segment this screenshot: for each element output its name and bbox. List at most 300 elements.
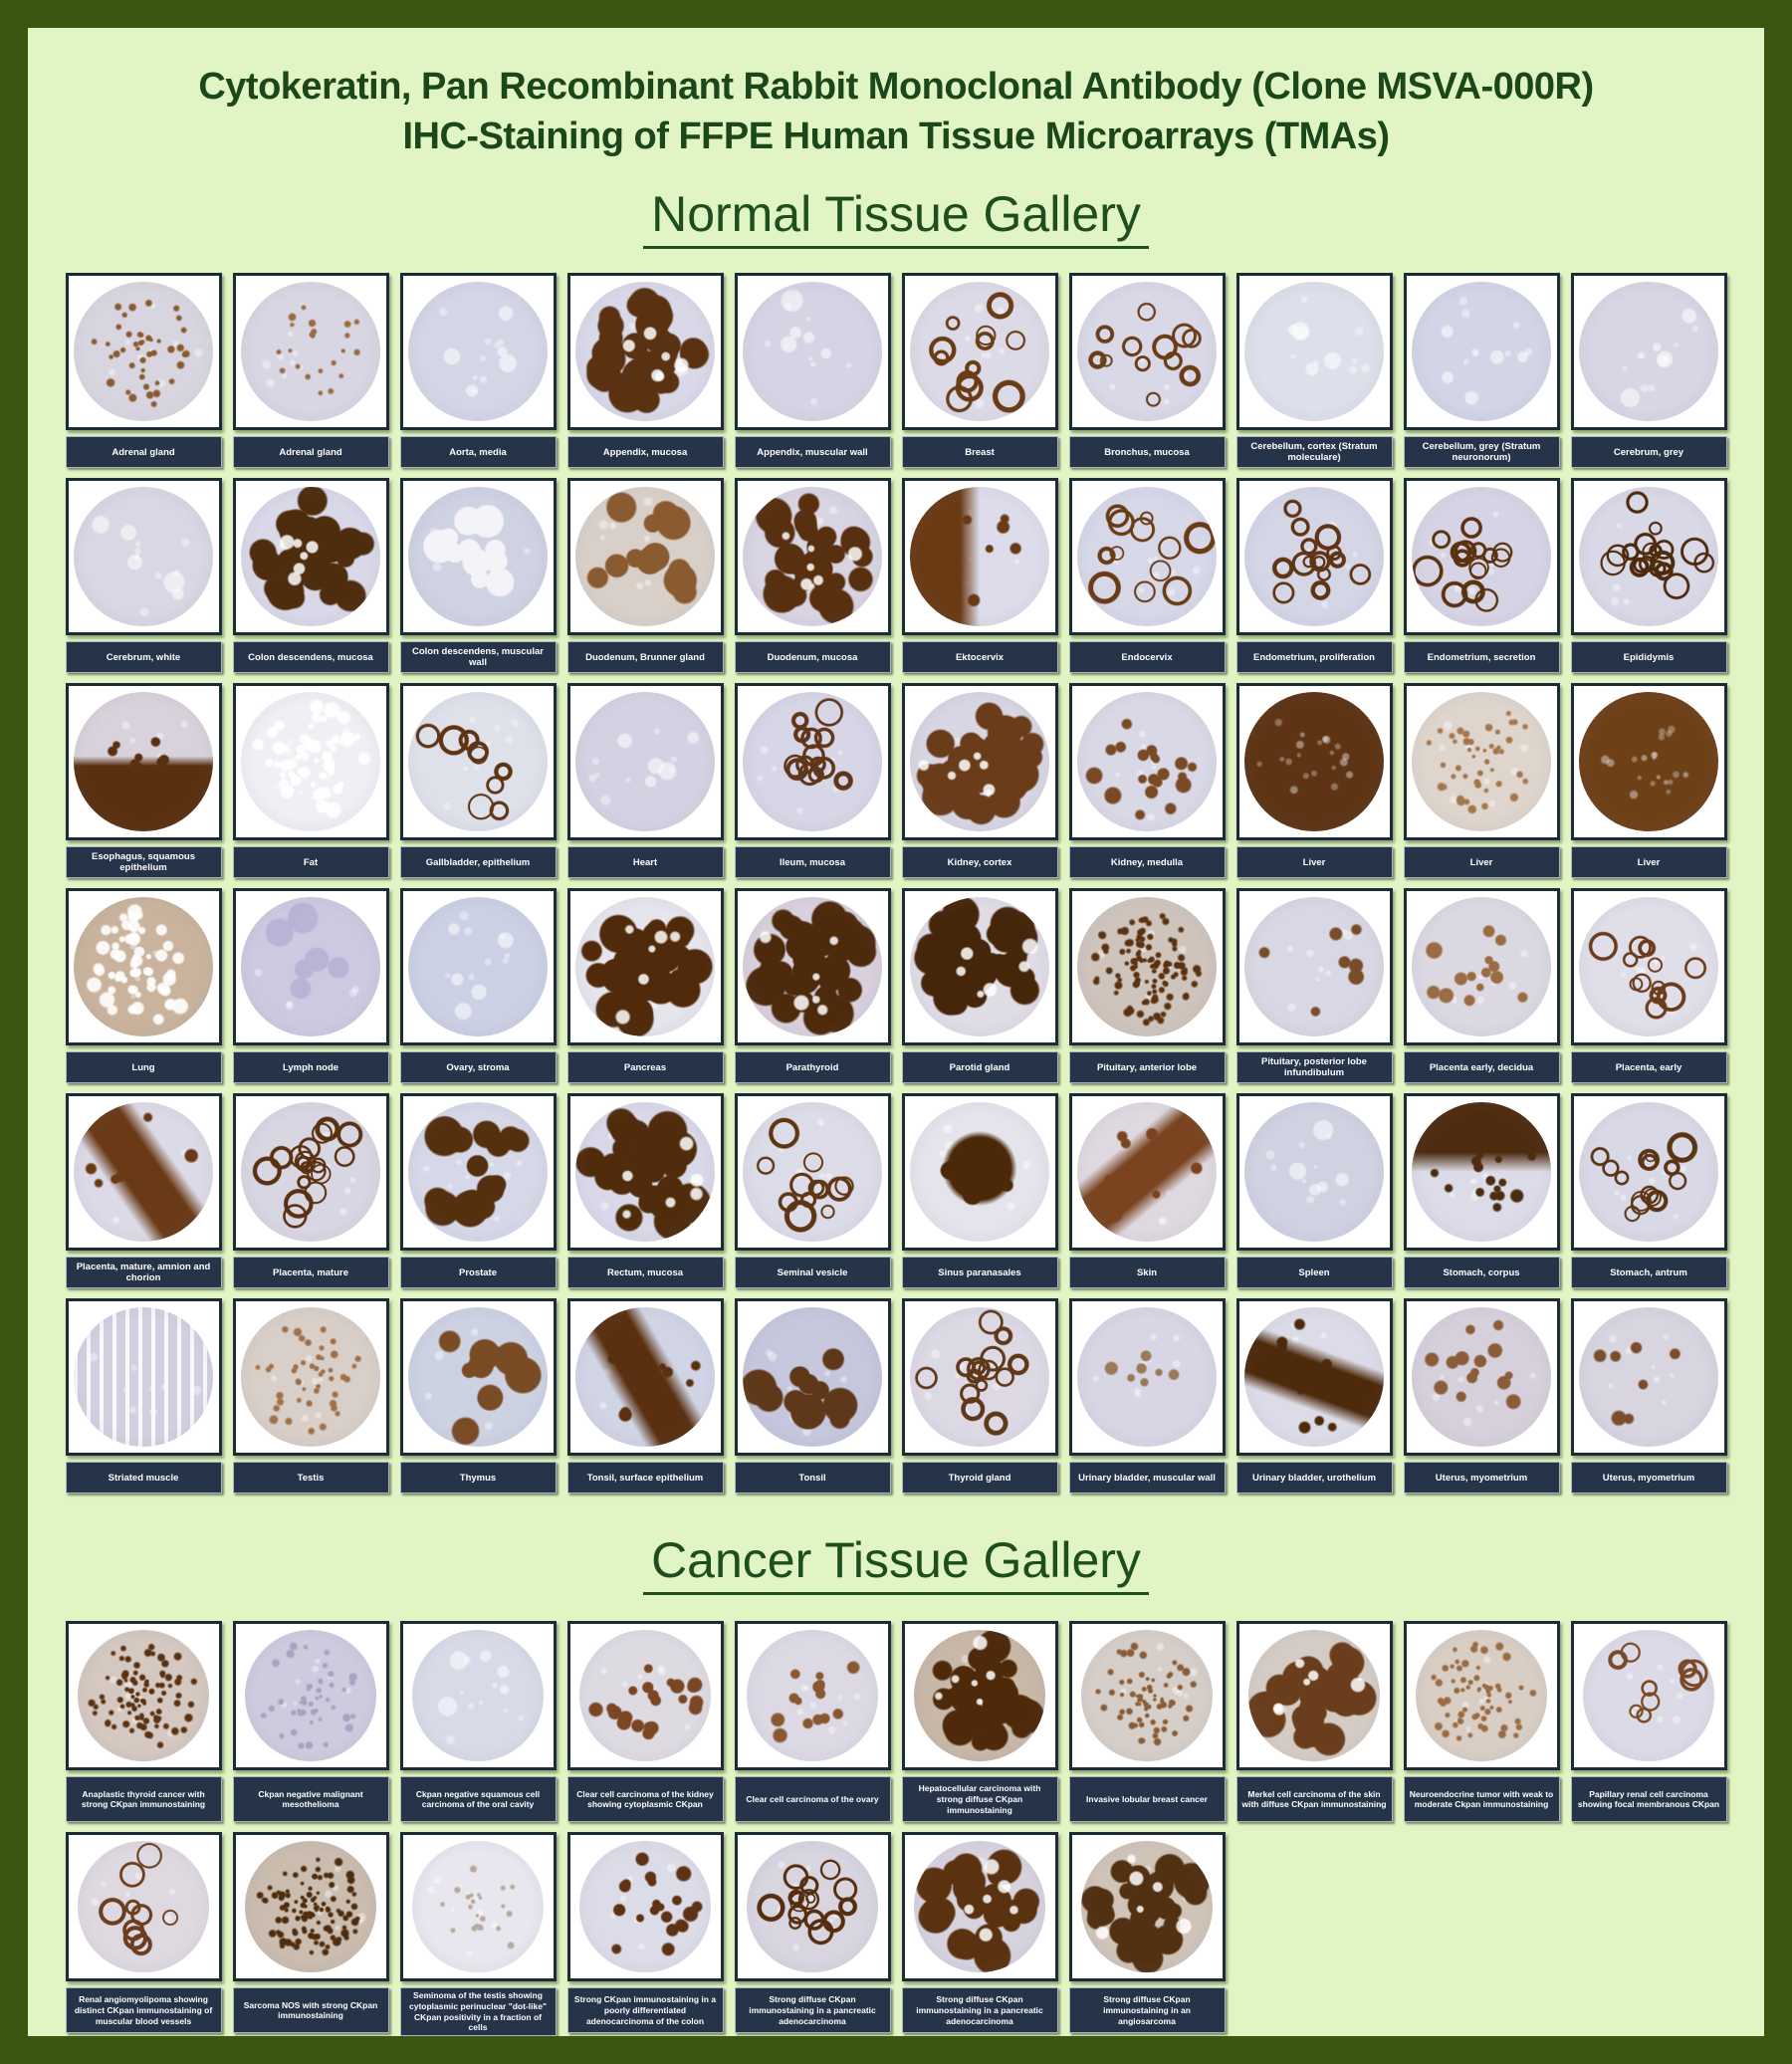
tissue-core-image	[743, 282, 882, 421]
tissue-tile	[233, 273, 389, 468]
tissue-tile	[1404, 1298, 1560, 1493]
tissue-image-card	[400, 683, 557, 840]
tissue-core-image	[1244, 1102, 1384, 1242]
tissue-image-card	[66, 1621, 222, 1770]
figure-canvas	[28, 28, 1764, 2036]
tissue-label: Tonsil, surface epithelium	[567, 1462, 724, 1493]
page-title-line2: IHC-Staining of FFPE Human Tissue Microarrays (TMAs)	[402, 115, 1390, 158]
tissue-core-image	[743, 1102, 882, 1242]
tissue-core-image	[910, 692, 1049, 831]
tissue-tile	[1069, 273, 1226, 468]
tissue-image-card	[1571, 1298, 1727, 1456]
tissue-label: Bronchus, mucosa	[1069, 436, 1226, 468]
tissue-image-card	[233, 478, 389, 635]
tissue-tile	[735, 683, 891, 878]
tissue-core-image	[914, 1841, 1045, 1972]
tissue-label: Ileum, mucosa	[735, 846, 891, 878]
tissue-image-card	[66, 273, 222, 430]
tissue-image-card	[1069, 1832, 1226, 1981]
tissue-tile	[400, 273, 557, 468]
tissue-label: Strong CKpan immunostaining in a poorly differentiated adenocarcinoma of the colon	[567, 1987, 724, 2033]
tissue-label: Strong diffuse CKpan immunostaining in an angiosarcoma	[1069, 1987, 1226, 2033]
tissue-image-card	[1236, 683, 1393, 840]
tissue-tile	[567, 478, 724, 673]
tissue-tile	[66, 888, 222, 1083]
tissue-core-image	[78, 1630, 209, 1761]
tissue-image-card	[1069, 1093, 1226, 1251]
tissue-core-image	[747, 1841, 878, 1972]
tissue-image-card	[735, 1832, 891, 1981]
tissue-core-image	[408, 487, 548, 626]
tissue-tile	[400, 478, 557, 673]
tissue-image-card	[567, 1093, 724, 1251]
tissue-label: Cerebellum, cortex (Stratum moleculare)	[1236, 436, 1393, 468]
tissue-tile	[66, 683, 222, 878]
tissue-image-card	[400, 273, 557, 430]
tissue-tile	[1236, 478, 1393, 673]
tissue-label: Esophagus, squamous epithelium	[66, 846, 222, 878]
tissue-tile	[1571, 683, 1727, 878]
tissue-core-image	[743, 1307, 882, 1447]
tissue-image-card	[66, 683, 222, 840]
tissue-core-image	[241, 897, 380, 1036]
tissue-tile	[1404, 273, 1560, 468]
tissue-core-image	[747, 1630, 878, 1761]
tissue-label: Kidney, cortex	[902, 846, 1058, 878]
tissue-core-image	[408, 282, 548, 421]
tissue-core-image	[1583, 1630, 1714, 1761]
tissue-image-card	[66, 478, 222, 635]
tissue-image-card	[233, 273, 389, 430]
tissue-core-image	[1077, 692, 1217, 831]
tissue-core-image	[1579, 897, 1718, 1036]
tissue-label: Uterus, myometrium	[1404, 1462, 1560, 1493]
tissue-image-card	[735, 1093, 891, 1251]
tissue-image-card	[1069, 683, 1226, 840]
tissue-label: Liver	[1404, 846, 1560, 878]
tissue-core-image	[412, 1630, 544, 1761]
tissue-core-image	[575, 1307, 715, 1447]
tissue-image-card	[233, 1621, 389, 1770]
tissue-label: Sarcoma NOS with strong CKpan immunostaining	[233, 1987, 389, 2033]
tissue-label: Endocervix	[1069, 641, 1226, 673]
tissue-label: Urinary bladder, urothelium	[1236, 1462, 1393, 1493]
tissue-core-image	[575, 487, 715, 626]
tissue-core-image	[1412, 487, 1551, 626]
tissue-tile	[902, 1621, 1058, 1822]
tissue-core-image	[241, 1307, 380, 1447]
tissue-core-image	[1248, 1630, 1380, 1761]
tissue-label: Sinus paranasales	[902, 1257, 1058, 1288]
tissue-label: Cerebellum, grey (Stratum neuronorum)	[1404, 436, 1560, 468]
tissue-tile	[400, 888, 557, 1083]
tissue-tile	[66, 1621, 222, 1822]
tissue-core-image	[910, 897, 1049, 1036]
tissue-image-card	[735, 888, 891, 1045]
tissue-core-image	[575, 282, 715, 421]
tissue-tile	[233, 888, 389, 1083]
tissue-image-card	[902, 478, 1058, 635]
tissue-label: Prostate	[400, 1257, 557, 1288]
tissue-tile	[735, 1298, 891, 1493]
tissue-image-card	[735, 478, 891, 635]
tissue-tile	[902, 1093, 1058, 1288]
tissue-tile	[66, 1832, 222, 2036]
tissue-tile	[902, 888, 1058, 1083]
tissue-image-card	[1404, 683, 1560, 840]
tissue-label: Duodenum, mucosa	[735, 641, 891, 673]
tissue-label: Parathyroid	[735, 1051, 891, 1083]
tissue-label: Placenta, early	[1571, 1051, 1727, 1083]
tissue-label: Endometrium, proliferation	[1236, 641, 1393, 673]
tissue-label: Seminal vesicle	[735, 1257, 891, 1288]
tissue-image-card	[1404, 273, 1560, 430]
tissue-core-image	[74, 1102, 213, 1242]
tissue-label: Stomach, antrum	[1571, 1257, 1727, 1288]
tissue-core-image	[1579, 1307, 1718, 1447]
tissue-core-image	[910, 282, 1049, 421]
tissue-tile	[567, 1298, 724, 1493]
tissue-tile	[1069, 1832, 1226, 2036]
tissue-label: Hepatocellular carcinoma with strong diffuse CKpan immunostaining	[902, 1776, 1058, 1822]
tissue-label: Invasive lobular breast cancer	[1069, 1776, 1226, 1822]
tissue-core-image	[914, 1630, 1045, 1761]
tissue-label: Clear cell carcinoma of the ovary	[735, 1776, 891, 1822]
tissue-tile	[735, 888, 891, 1083]
tissue-label: Lung	[66, 1051, 222, 1083]
tissue-tile	[233, 683, 389, 878]
tissue-image-card	[400, 478, 557, 635]
tissue-image-card	[735, 1621, 891, 1770]
tissue-label: Liver	[1236, 846, 1393, 878]
tissue-label: Rectum, mucosa	[567, 1257, 724, 1288]
tissue-core-image	[1579, 1102, 1718, 1242]
tissue-tile	[66, 1298, 222, 1493]
tissue-tile	[567, 683, 724, 878]
tissue-tile	[1571, 478, 1727, 673]
tissue-tile	[1571, 1298, 1727, 1493]
tissue-tile	[233, 478, 389, 673]
tissue-core-image	[1081, 1630, 1213, 1761]
tissue-core-image	[408, 1102, 548, 1242]
tissue-image-card	[735, 1298, 891, 1456]
tissue-image-card	[1236, 1621, 1393, 1770]
page-title-line1: Cytokeratin, Pan Recombinant Rabbit Monoclonal Antibody (Clone MSVA-000R)	[198, 66, 1594, 108]
tissue-tile	[567, 1093, 724, 1288]
tissue-image-card	[1571, 478, 1727, 635]
tissue-image-card	[66, 1093, 222, 1251]
tissue-core-image	[1244, 282, 1384, 421]
tissue-tile	[66, 478, 222, 673]
tissue-tile	[567, 273, 724, 468]
tissue-label: Cerebrum, white	[66, 641, 222, 673]
tissue-core-image	[575, 692, 715, 831]
tissue-image-card	[735, 683, 891, 840]
tissue-tile	[1404, 683, 1560, 878]
tissue-tile	[1571, 888, 1727, 1083]
tissue-label: Ovary, stroma	[400, 1051, 557, 1083]
tissue-label: Skin	[1069, 1257, 1226, 1288]
tissue-image-card	[902, 683, 1058, 840]
tissue-label: Spleen	[1236, 1257, 1393, 1288]
tissue-core-image	[241, 1102, 380, 1242]
tissue-tile	[902, 273, 1058, 468]
tissue-core-image	[1412, 897, 1551, 1036]
tissue-image-card	[1069, 1621, 1226, 1770]
tissue-core-image	[241, 487, 380, 626]
tissue-tile	[1069, 1298, 1226, 1493]
tissue-label: Strong diffuse CKpan immunostaining in a pancreatic adenocarcinoma	[735, 1987, 891, 2033]
tissue-image-card	[1236, 888, 1393, 1045]
tissue-label: Urinary bladder, muscular wall	[1069, 1462, 1226, 1493]
tissue-core-image	[1077, 487, 1217, 626]
tissue-tile	[1236, 1298, 1393, 1493]
tissue-tile	[1571, 1621, 1727, 1822]
tissue-tile	[1404, 478, 1560, 673]
tissue-label: Stomach, corpus	[1404, 1257, 1560, 1288]
tissue-image-card	[1571, 1093, 1727, 1251]
tissue-tile	[1236, 273, 1393, 468]
tissue-tile	[66, 273, 222, 468]
tissue-tile	[400, 1298, 557, 1493]
tissue-label: Colon descendens, mucosa	[233, 641, 389, 673]
tissue-tile	[400, 1093, 557, 1288]
tissue-image-card	[400, 1298, 557, 1456]
tissue-core-image	[1416, 1630, 1547, 1761]
tissue-image-card	[902, 888, 1058, 1045]
tissue-label: Adrenal gland	[233, 436, 389, 468]
tissue-tile	[902, 683, 1058, 878]
tissue-core-image	[743, 487, 882, 626]
tissue-image-card	[1069, 888, 1226, 1045]
tissue-image-card	[1069, 273, 1226, 430]
tissue-core-image	[1579, 487, 1718, 626]
tissue-tile	[1571, 273, 1727, 468]
tissue-tile	[1069, 478, 1226, 673]
tissue-core-image	[1412, 692, 1551, 831]
tissue-core-image	[408, 692, 548, 831]
tissue-label: Fat	[233, 846, 389, 878]
tissue-core-image	[74, 282, 213, 421]
tissue-label: Aorta, media	[400, 436, 557, 468]
tissue-image-card	[567, 683, 724, 840]
tissue-label: Epididymis	[1571, 641, 1727, 673]
tissue-label: Duodenum, Brunner gland	[567, 641, 724, 673]
tissue-tile	[233, 1621, 389, 1822]
tissue-core-image	[1412, 1307, 1551, 1447]
tissue-core-image	[1579, 282, 1718, 421]
tissue-tile	[902, 1832, 1058, 2036]
tissue-image-card	[567, 1832, 724, 1981]
tissue-image-card	[233, 1093, 389, 1251]
tissue-image-card	[400, 1621, 557, 1770]
tissue-tile	[400, 683, 557, 878]
tissue-image-card	[902, 1093, 1058, 1251]
tissue-core-image	[1244, 897, 1384, 1036]
tissue-core-image	[1579, 692, 1718, 831]
tissue-tile	[567, 1621, 724, 1822]
tissue-label: Parotid gland	[902, 1051, 1058, 1083]
tissue-core-image	[1077, 282, 1217, 421]
tissue-tile	[1571, 1093, 1727, 1288]
tissue-image-card	[1404, 888, 1560, 1045]
tissue-image-card	[902, 1832, 1058, 1981]
tissue-image-card	[902, 273, 1058, 430]
tissue-tile	[902, 1298, 1058, 1493]
tissue-label: Ckpan negative squamous cell carcinoma of the oral cavity	[400, 1776, 557, 1822]
tissue-core-image	[1244, 487, 1384, 626]
tissue-tile	[233, 1832, 389, 2036]
tissue-label: Papillary renal cell carcinoma showing focal membranous CKpan	[1571, 1776, 1727, 1822]
tissue-label: Uterus, myometrium	[1571, 1462, 1727, 1493]
tissue-core-image	[408, 1307, 548, 1447]
tissue-image-card	[233, 1832, 389, 1981]
tissue-image-card	[1404, 1298, 1560, 1456]
tissue-label: Thymus	[400, 1462, 557, 1493]
tissue-tile	[400, 1832, 557, 2036]
tissue-core-image	[910, 1307, 1049, 1447]
tissue-core-image	[245, 1630, 376, 1761]
tissue-label: Ektocervix	[902, 641, 1058, 673]
cancer-tissue-grid	[28, 1621, 1764, 2036]
tissue-tile	[66, 1093, 222, 1288]
tissue-tile	[735, 273, 891, 468]
tissue-image-card	[567, 478, 724, 635]
tissue-core-image	[1081, 1841, 1213, 1972]
tissue-image-card	[1236, 1093, 1393, 1251]
page-title	[48, 62, 1744, 161]
tissue-tile	[1069, 683, 1226, 878]
tissue-core-image	[743, 897, 882, 1036]
tissue-tile	[567, 1832, 724, 2036]
tissue-core-image	[74, 1307, 213, 1447]
tissue-core-image	[74, 487, 213, 626]
tissue-label: Appendix, mucosa	[567, 436, 724, 468]
tissue-image-card	[1236, 1298, 1393, 1456]
tissue-core-image	[241, 282, 380, 421]
tissue-image-card	[902, 1298, 1058, 1456]
tissue-image-card	[567, 1298, 724, 1456]
tissue-tile	[735, 1621, 891, 1822]
tissue-core-image	[1077, 1102, 1217, 1242]
tissue-core-image	[579, 1841, 711, 1972]
tissue-core-image	[408, 897, 548, 1036]
tissue-image-card	[1236, 273, 1393, 430]
tissue-tile	[1236, 1093, 1393, 1288]
tissue-core-image	[412, 1841, 544, 1972]
tissue-image-card	[400, 888, 557, 1045]
normal-gallery-heading-text: Normal Tissue Gallery	[643, 187, 1149, 249]
tissue-tile	[1404, 1093, 1560, 1288]
tissue-image-card	[567, 273, 724, 430]
tissue-tile	[735, 478, 891, 673]
tissue-image-card	[400, 1832, 557, 1981]
tissue-tile	[735, 1093, 891, 1288]
tissue-image-card	[1404, 1621, 1560, 1770]
tissue-label: Appendix, muscular wall	[735, 436, 891, 468]
tissue-core-image	[245, 1841, 376, 1972]
tissue-tile	[233, 1298, 389, 1493]
tissue-core-image	[74, 692, 213, 831]
tissue-image-card	[1571, 273, 1727, 430]
tissue-image-card	[1236, 478, 1393, 635]
tissue-label: Testis	[233, 1462, 389, 1493]
tissue-image-card	[735, 273, 891, 430]
tissue-core-image	[1244, 1307, 1384, 1447]
tissue-tile	[735, 1832, 891, 2036]
tissue-label: Thyroid gland	[902, 1462, 1058, 1493]
tissue-core-image	[910, 1102, 1049, 1242]
tissue-image-card	[1069, 1298, 1226, 1456]
tissue-tile	[1069, 1621, 1226, 1822]
tissue-image-card	[1069, 478, 1226, 635]
tissue-image-card	[1571, 1621, 1727, 1770]
tissue-label: Placenta, mature, amnion and chorion	[66, 1257, 222, 1288]
tissue-label: Heart	[567, 846, 724, 878]
tissue-core-image	[743, 692, 882, 831]
tissue-label: Endometrium, secretion	[1404, 641, 1560, 673]
tissue-core-image	[1244, 692, 1384, 831]
tissue-label: Placenta early, decidua	[1404, 1051, 1560, 1083]
tissue-label: Striated muscle	[66, 1462, 222, 1493]
tissue-label: Liver	[1571, 846, 1727, 878]
tissue-core-image	[910, 487, 1049, 626]
tissue-label: Lymph node	[233, 1051, 389, 1083]
tissue-label: Adrenal gland	[66, 436, 222, 468]
tissue-image-card	[233, 683, 389, 840]
tissue-tile	[902, 478, 1058, 673]
tissue-label: Clear cell carcinoma of the kidney showing cytoplasmic CKpan	[567, 1776, 724, 1822]
normal-gallery-heading	[28, 187, 1764, 249]
tissue-image-card	[1571, 683, 1727, 840]
tissue-image-card	[1404, 478, 1560, 635]
tissue-core-image	[78, 1841, 209, 1972]
tissue-image-card	[66, 888, 222, 1045]
tissue-label: Seminoma of the testis showing cytoplasmic perinuclear "dot-like" CKpan positivity in a fraction of cells	[400, 1987, 557, 2036]
tissue-tile	[1069, 888, 1226, 1083]
tissue-tile	[567, 888, 724, 1083]
normal-tissue-grid	[28, 273, 1764, 1493]
tissue-label: Pancreas	[567, 1051, 724, 1083]
tissue-label: Colon descendens, muscular wall	[400, 641, 557, 673]
tissue-label: Cerebrum, grey	[1571, 436, 1727, 468]
tissue-core-image	[1077, 897, 1217, 1036]
tissue-image-card	[567, 888, 724, 1045]
tissue-image-card	[400, 1093, 557, 1251]
tissue-label: Renal angiomyolipoma showing distinct CKpan immunostaining of muscular blood vessels	[66, 1987, 222, 2033]
tissue-core-image	[575, 897, 715, 1036]
tissue-tile	[400, 1621, 557, 1822]
tissue-label: Anaplastic thyroid cancer with strong CKpan immunostaining	[66, 1776, 222, 1822]
tissue-core-image	[579, 1630, 711, 1761]
tissue-label: Ckpan negative malignant mesothelioma	[233, 1776, 389, 1822]
tissue-label: Neuroendocrine tumor with weak to moderate Ckpan immunostaining	[1404, 1776, 1560, 1822]
tissue-label: Breast	[902, 436, 1058, 468]
tissue-core-image	[74, 897, 213, 1036]
tissue-label: Kidney, medulla	[1069, 846, 1226, 878]
tissue-tile	[1236, 1621, 1393, 1822]
tissue-core-image	[1412, 282, 1551, 421]
cancer-gallery-heading	[28, 1533, 1764, 1595]
tissue-image-card	[233, 1298, 389, 1456]
tissue-image-card	[567, 1621, 724, 1770]
tissue-label: Pituitary, posterior lobe infundibulum	[1236, 1051, 1393, 1083]
tissue-tile	[233, 1093, 389, 1288]
tissue-tile	[1404, 888, 1560, 1083]
tissue-label: Placenta, mature	[233, 1257, 389, 1288]
tissue-label: Merkel cell carcinoma of the skin with diffuse CKpan immunostaining	[1236, 1776, 1393, 1822]
tissue-image-card	[233, 888, 389, 1045]
